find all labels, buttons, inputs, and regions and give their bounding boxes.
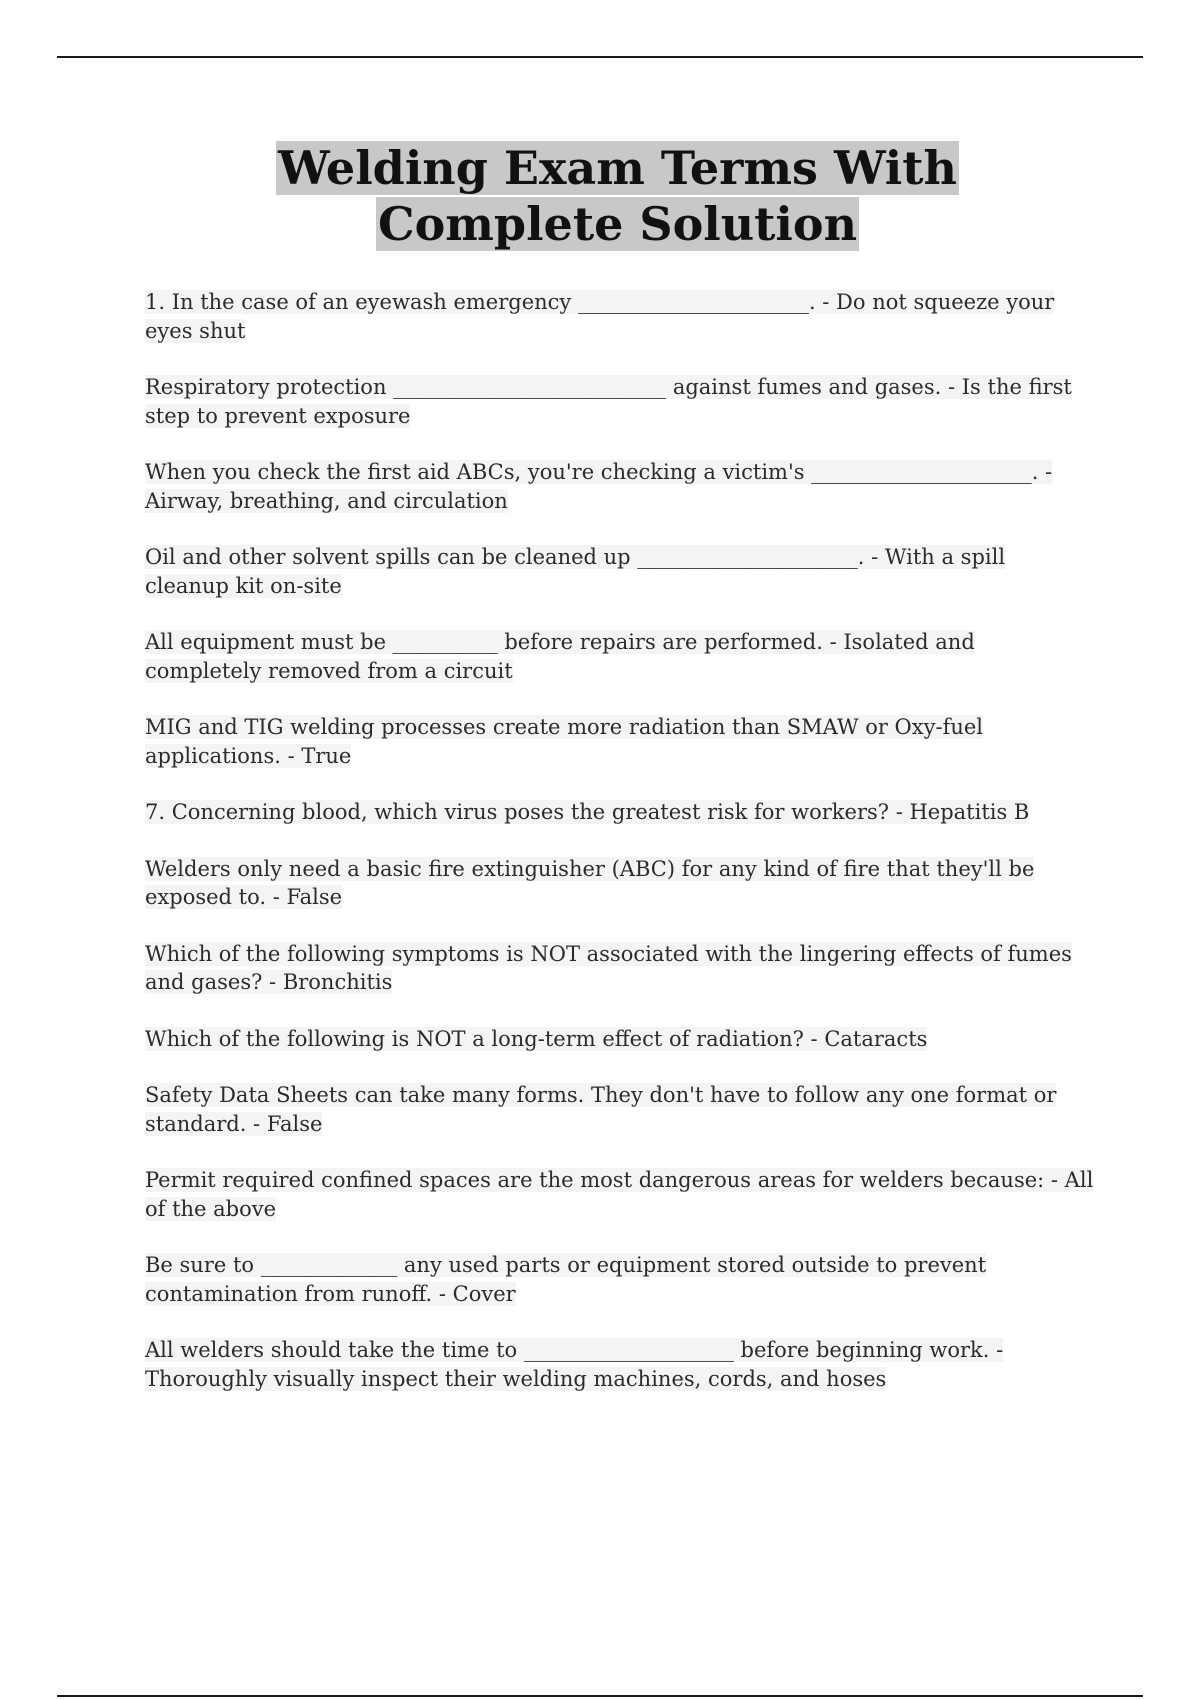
document-title: Welding Exam Terms With Complete Solution	[278, 141, 957, 251]
bottom-rule	[57, 1695, 1143, 1697]
qa-item: Respiratory protection __________________________ against fumes and gases. - Is the first step to prevent exposure	[145, 375, 1072, 428]
qa-item: Which of the following symptoms is NOT associated with the lingering effects of fumes and gases? - Bronchitis	[145, 941, 1072, 994]
qa-item: Oil and other solvent spills can be cleaned up _____________________. - With a spill cleanup kit on-site	[145, 545, 1006, 598]
qa-item: All equipment must be __________ before repairs are performed. - Isolated and completely removed from a circuit	[145, 630, 975, 683]
qa-item: When you check the first aid ABCs, you're checking a victim's _____________________. - Airway, breathing, and circulation	[145, 460, 1053, 513]
qa-item: All welders should take the time to ____________________ before beginning work. - Thoroughly visually inspect their welding machines, cords, and hoses	[145, 1338, 1004, 1391]
qa-item: Welders only need a basic fire extinguisher (ABC) for any kind of fire that they'll be exposed to. - False	[145, 856, 1035, 909]
qa-item: 7. Concerning blood, which virus poses the greatest risk for workers? - Hepatitis B	[145, 800, 1030, 824]
qa-item: MIG and TIG welding processes create more radiation than SMAW or Oxy-fuel applications. - True	[145, 715, 984, 768]
top-rule	[57, 56, 1143, 58]
qa-item: Permit required confined spaces are the most dangerous areas for welders because: - All of the above	[145, 1168, 1094, 1221]
qa-item: Safety Data Sheets can take many forms. They don't have to follow any one format or standard. - False	[145, 1083, 1057, 1136]
qa-item: Be sure to _____________ any used parts or equipment stored outside to prevent contamination from runoff. - Cover	[145, 1253, 987, 1306]
qa-list	[145, 288, 1095, 1421]
qa-item: Which of the following is NOT a long-term effect of radiation? - Cataracts	[145, 1026, 928, 1051]
qa-item: 1. In the case of an eyewash emergency ______________________. - Do not squeeze your eyes shut	[145, 290, 1055, 343]
